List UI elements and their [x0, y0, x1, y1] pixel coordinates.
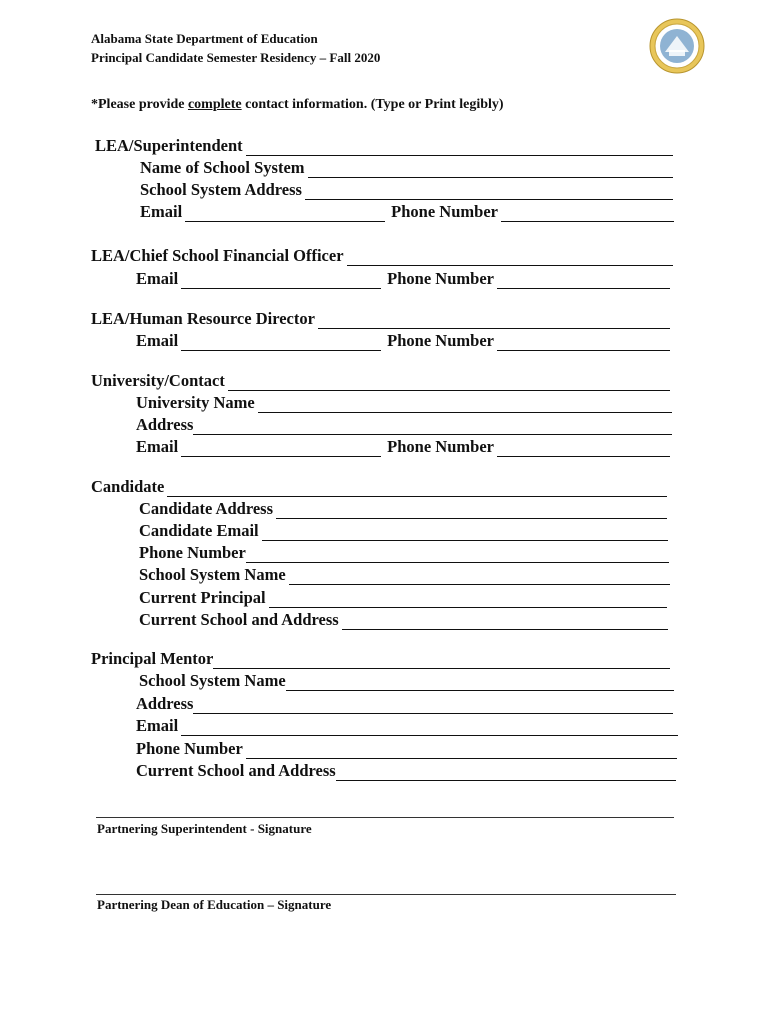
school-system-name-label: Name of School System — [140, 158, 305, 177]
school-system-name-field[interactable] — [308, 163, 673, 178]
document-header — [91, 29, 380, 67]
financial-officer-email-field[interactable] — [181, 274, 381, 289]
superintendent-signature-label: Partnering Superintendent - Signature — [97, 821, 312, 836]
hr-director-contact-row — [136, 331, 670, 351]
financial-officer-contact-row — [136, 269, 670, 289]
mentor-phone-label: Phone Number — [136, 739, 243, 758]
university-email-field[interactable] — [181, 442, 381, 457]
university-contact-info-row — [136, 437, 670, 457]
candidate-principal-field[interactable] — [269, 593, 667, 608]
candidate-row — [91, 477, 667, 497]
school-system-address-label: School System Address — [140, 180, 302, 199]
university-name-field[interactable] — [258, 398, 672, 413]
candidate-school-address-field[interactable] — [342, 615, 668, 630]
superintendent-email-label: Email — [140, 202, 183, 221]
financial-officer-label: LEA/Chief School Financial Officer — [91, 246, 344, 265]
dean-signature-label: Partnering Dean of Education – Signature — [97, 897, 332, 912]
university-email-label: Email — [136, 437, 179, 456]
mentor-field[interactable] — [213, 654, 670, 669]
hr-director-email-field[interactable] — [181, 336, 381, 351]
superintendent-signature-line[interactable] — [96, 816, 674, 818]
candidate-email-label: Candidate Email — [139, 521, 259, 540]
financial-officer-phone-field[interactable] — [497, 274, 670, 289]
instructions-note — [91, 97, 504, 113]
mentor-school-address-label: Current School and Address — [136, 761, 336, 780]
superintendent-phone-label: Phone Number — [391, 202, 498, 221]
university-phone-field[interactable] — [497, 442, 670, 457]
mentor-address-label: Address — [136, 694, 194, 713]
mentor-phone-row — [136, 739, 677, 759]
candidate-address-label: Candidate Address — [139, 499, 274, 518]
header-line-2: Principal Candidate Semester Residency – Fall 2020 — [91, 50, 381, 65]
candidate-label: Candidate — [91, 477, 165, 496]
mentor-phone-field[interactable] — [246, 744, 677, 759]
candidate-address-row — [139, 499, 667, 519]
university-address-row — [136, 415, 672, 435]
state-seal-icon — [649, 18, 705, 74]
note-prefix: *Please provide — [91, 97, 188, 112]
mentor-email-row — [136, 716, 678, 736]
university-address-label: Address — [136, 415, 194, 434]
dean-signature-line[interactable] — [96, 893, 676, 895]
superintendent-contact-row — [140, 202, 674, 222]
mentor-row — [91, 649, 670, 669]
mentor-school-address-field[interactable] — [336, 766, 676, 781]
superintendent-phone-field[interactable] — [501, 207, 674, 222]
candidate-address-field[interactable] — [276, 504, 667, 519]
university-contact-label: University/Contact — [91, 371, 225, 390]
financial-officer-row — [91, 246, 673, 266]
hr-director-field[interactable] — [318, 314, 670, 329]
school-system-address-field[interactable] — [305, 185, 673, 200]
header-line-1: Alabama State Department of Education — [91, 31, 318, 46]
candidate-school-address-row — [139, 610, 668, 630]
candidate-field[interactable] — [167, 482, 667, 497]
hr-director-phone-label: Phone Number — [387, 331, 494, 350]
mentor-label: Principal Mentor — [91, 649, 214, 668]
candidate-phone-field[interactable] — [246, 548, 669, 563]
mentor-email-field[interactable] — [181, 721, 678, 736]
superintendent-label: LEA/Superintendent — [95, 136, 243, 155]
university-name-row — [136, 393, 672, 413]
candidate-school-system-label: School System Name — [139, 565, 286, 584]
superintendent-email-field[interactable] — [185, 207, 385, 222]
hr-director-email-label: Email — [136, 331, 179, 350]
financial-officer-field[interactable] — [347, 251, 673, 266]
candidate-principal-label: Current Principal — [139, 588, 266, 607]
candidate-school-address-label: Current School and Address — [139, 610, 339, 629]
university-contact-field[interactable] — [228, 376, 670, 391]
university-phone-label: Phone Number — [387, 437, 494, 456]
university-contact-row — [91, 371, 670, 391]
mentor-address-field[interactable] — [193, 699, 673, 714]
candidate-school-system-field[interactable] — [289, 570, 670, 585]
financial-officer-email-label: Email — [136, 269, 179, 288]
school-system-name-row — [140, 158, 673, 178]
superintendent-field[interactable] — [246, 141, 673, 156]
candidate-email-row — [139, 521, 668, 541]
hr-director-phone-field[interactable] — [497, 336, 670, 351]
mentor-email-label: Email — [136, 716, 179, 735]
mentor-school-address-row — [136, 761, 676, 781]
candidate-school-system-row — [139, 565, 670, 585]
note-suffix: contact information. (Type or Print legibly) — [241, 97, 504, 112]
superintendent-row — [95, 136, 673, 156]
hr-director-label: LEA/Human Resource Director — [91, 309, 315, 328]
financial-officer-phone-label: Phone Number — [387, 269, 494, 288]
candidate-email-field[interactable] — [262, 526, 668, 541]
mentor-address-row — [136, 694, 673, 714]
mentor-school-system-row — [139, 671, 674, 691]
mentor-school-system-field[interactable] — [286, 676, 674, 691]
school-system-address-row — [140, 180, 673, 200]
candidate-principal-row — [139, 588, 667, 608]
candidate-phone-row — [139, 543, 669, 563]
mentor-school-system-label: School System Name — [139, 671, 286, 690]
note-underlined: complete — [187, 97, 242, 112]
candidate-phone-label: Phone Number — [139, 543, 246, 562]
university-address-field[interactable] — [193, 420, 672, 435]
university-name-label: University Name — [136, 393, 255, 412]
hr-director-row — [91, 309, 670, 329]
